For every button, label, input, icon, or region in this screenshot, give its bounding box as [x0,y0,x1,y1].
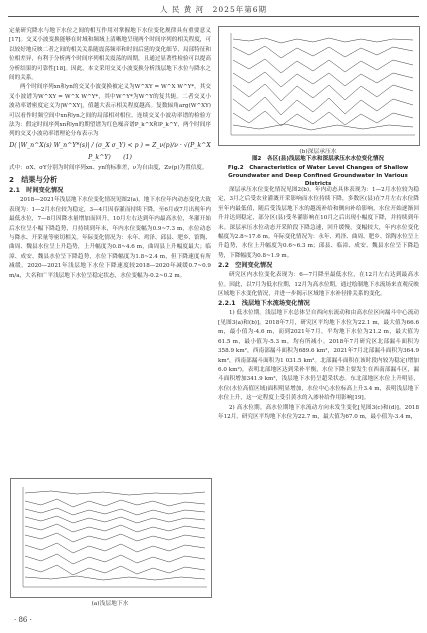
subsection-heading: 2.2.1 浅层地下水流场变化情况 [218,300,310,308]
series-line [25,576,205,580]
series-line [233,124,413,130]
left-column [9,27,211,281]
series-line [25,516,205,523]
figure-caption-en: Fig.2 Characteristics of Water Level Changes of Shallow Groundwater and Deep Confined Groundwater in Various Districts [227,165,409,187]
series-line [233,84,413,101]
paragraph: 1) 低水位期。浅层地下水总体呈自西向东流动和由高水位区向漏斗中心流动[见图3(a)和(b)]。2018年7月，研究区平均地下水位为22.1 m，最大值为66.6 m，最小值为-4.6 m，而到2021年7月，平均地下水位为21.2 m，最大值为61.5 m，最小值为-5.3 m，均有所减小。2018年7月研究区北部漏斗面积为358.9 km²，西南部漏斗面积为689.6 km²，2021年7月北部漏斗面积为364.9 km²，西南部漏斗面积为1 031.5 km²。北部漏斗面积在该时段内较为稳定(增加6.0 km²)，表明北部地区达到采补平衡，水位下降主要发生在西南部漏斗区，漏斗面积增加341.9 km²，浅层地下水仍呈超采状态。东北部地区水位上升明显，水位(水位高值区域)面积明显增加，水位中心水位标高上升3.4 m，表明浅层地下水位上升，这一定程度上受引黄水的入渗补给作用影响[19]。 [218,310,419,402]
series-line [25,543,205,553]
subsection-heading: 2.1 时间变化情况 [9,187,64,195]
series-line [233,59,413,73]
page-number: · 86 · [14,616,32,624]
chart-a-caption: (a)浅层地下水 [91,601,129,607]
series-line [233,72,413,87]
series-line [233,46,413,58]
paragraph: 深层承压水位变化情况见图2(b)，年内动态具体表现为：1—2月水位较为稳定，3月之后受农业灌溉开采影响而水位持续下降，多数区(县)在7月左右水位降至年内最低值，随后受浅层地下水的越流补给和侧向补给影响，水位开始逐渐回升并达到稳定，部分区(县)受冬灌影响在10月之后出现小幅度下降，并持续到年末。深层承压水位动态开采阶段下降急速，回升缓慢，变幅较大，年内水位变化幅度为2.8~17.6 m。年际变化情况为：永年、鸡泽、曲周、肥乡、馆陶水位呈上升趋势，水位上升幅度为0.6~6.3 m；邱县、临漳、成安、魏县水位呈下降趋势，下降幅度为0.8~1.9 m。 [218,187,419,259]
series-line [233,111,413,126]
chart-b-caption: (b)深层承压水 [299,149,337,155]
header-rule [8,16,419,17]
paragraph: 定量研究降水与地下水位之间的相互作用对掌握地下水位变化规律具有重要意义[17]。交叉小波变换能够在时域和频域上清晰地呈现两个时间序列的相关程度，可以较好地反映二者之间的相关关系随震荡频率和时间后延的变化细节，局部特征和位相差异，有利于分析两个时间序列相关震荡的周期，且通过显著性检验可以提高分析结果的可靠性[18]。因此，本文采用交叉小波变换分析浅层地下水位与降水之间的关系。 [9,28,211,82]
series-line [25,491,205,495]
chart-a-svg [11,479,211,597]
figure-caption-cn: 图2 各区(县)浅层地下水和深层承压水水位变化情况 [251,156,385,162]
equation-1: D( |W_n^X(s) W_n^Y*(s)| / (σ_X σ_Y) < p ) = Z_ν(p)/ν · √(P_k^X P_k^Y) (1) [9,141,211,161]
series-line [25,508,205,515]
chart-deep-confined-groundwater [218,26,420,146]
series-line [25,565,205,575]
chart-b-svg [219,27,419,145]
paragraph: 研究区内水位变化表现为：6—7月降至最低水位，在12月左右达到最高水位。因此，以7月为低水位期，12月为高水位期，通过绘制地下水流场来直观反映区域地下水变化情况，并进一步揭示区域地下水补径排关系的变化。 [218,272,419,298]
paragraph: 式中：σX、σY分别为时间序列xn、yn的标准差，ν为自由度，Zν(p)为置信度。 [9,164,208,171]
series-line [25,524,205,532]
right-column [218,186,419,422]
chart-shallow-groundwater [10,478,212,598]
series-line [25,533,205,542]
paragraph: 2) 高水位期。高水位期地下水流动方向未发生变化[见图3(c)和(d)]。2018年12月，研究区平均地下水位为22.7 m，最大值为67.0 m，最小值为-3.4 m， [218,404,419,420]
series-line [233,97,413,115]
subsection-heading: 2.2 空间变化情况 [218,262,273,270]
paragraph: 两个时间序列xn和yn的交叉小波变换被定义为W^XY = W^X W^Y*，其交叉小波谱为W^XY = W^X W^Y*，其中W^Y*为W^Y的复共轭。二者交叉小波功率谱密度定义为|W^XY|，值越大表示相关程度越高。复数辐角arg(W^XY)可以看作时频空间中xn和yn之间的局部相对相位。连续交叉小波功率谱的检验方法为：假定时间序列xn和yn的期望谱为红色噪音谱P_k^X和P_k^Y，两个时间序列的交叉小波功率谱理论分布表示为 [9,84,211,138]
series-line [25,499,205,507]
section-heading: 2 结果与分析 [9,175,58,185]
journal-header: 人 民 黄 河 2025年第6期 [159,5,267,14]
paragraph: 2018—2021年浅层地下水位变化情况见图2(a)，地下水位年内动态变化大致表现为：1—2月水位较为稳定，3—4月因春灌而持续下降，至6月或7月出现年内最低水位，7—8月因降水量增加而回升，10月左右达到年内最高水位，冬灌开始后水位呈小幅下降趋势，月持续到年末，年内水位变幅为0.9~7.3 m，水位动态与降水、开采量等密切相关。年际变化情况为：永年、鸡泽、邱县、肥乡、馆陶、曲周、魏县水位呈上升趋势，上升幅度为0.8~4.6 m，曲周县上升幅度最大；临漳、成安、魏县水位呈下降趋势，水位下降幅度为1.8~2.4 m，但下降速度有所减缓。2020—2021年浅层地下水位下降速度较2018—2020年减缓0.7~0.9 m/a，大名和广平浅层地下水位呈稳定状态，水位变幅为-0.2~0.2 m。 [9,197,211,279]
series-line [233,38,413,43]
series-line [25,554,205,564]
